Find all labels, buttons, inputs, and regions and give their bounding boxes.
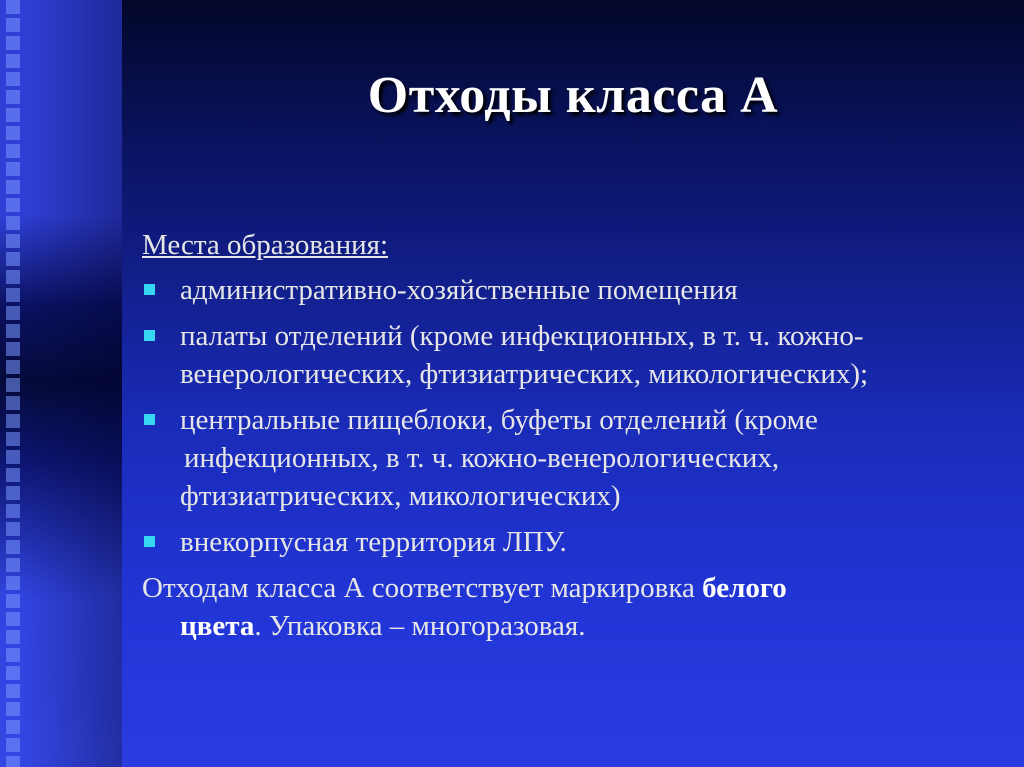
list-item	[142, 317, 1002, 393]
list-item	[142, 401, 1002, 515]
square-bullet-icon	[144, 330, 155, 341]
final-text-part2: . Упаковка – многоразовая.	[254, 610, 586, 642]
square-bullet-icon	[144, 284, 155, 295]
left-decor-strip	[0, 0, 122, 767]
lead-text: Места образования:	[142, 229, 389, 261]
square-bullet-icon	[144, 414, 155, 425]
list-item-text: внекорпусная территория ЛПУ.	[180, 526, 567, 558]
final-bold-white: белого	[702, 572, 787, 604]
list-item-text: палаты отделений (кроме инфекционных, в т. ч. кожно-венерологических, фтизиатрических, микологических);	[180, 320, 869, 390]
slide-content	[142, 226, 1002, 645]
final-statement	[142, 569, 1002, 645]
final-text-part1: Отходам класса А соответствует маркировка	[142, 572, 703, 604]
decor-shade	[22, 0, 122, 767]
list-item-text: административно-хозяйственные помещения	[180, 274, 738, 306]
list-item-continuation: инфекционных, в т. ч. кожно-венерологических, фтизиатрических, микологических)	[180, 442, 780, 512]
decor-squares	[6, 0, 20, 767]
final-bold-color: цвета	[180, 610, 255, 642]
list-item	[142, 271, 1002, 309]
final-second-line	[142, 607, 1002, 645]
list-item	[142, 523, 1002, 561]
slide-title: Отходы класса А	[367, 67, 779, 124]
square-bullet-icon	[144, 536, 155, 547]
list-item-text: центральные пищеблоки, буфеты отделений (кроме	[180, 404, 818, 436]
